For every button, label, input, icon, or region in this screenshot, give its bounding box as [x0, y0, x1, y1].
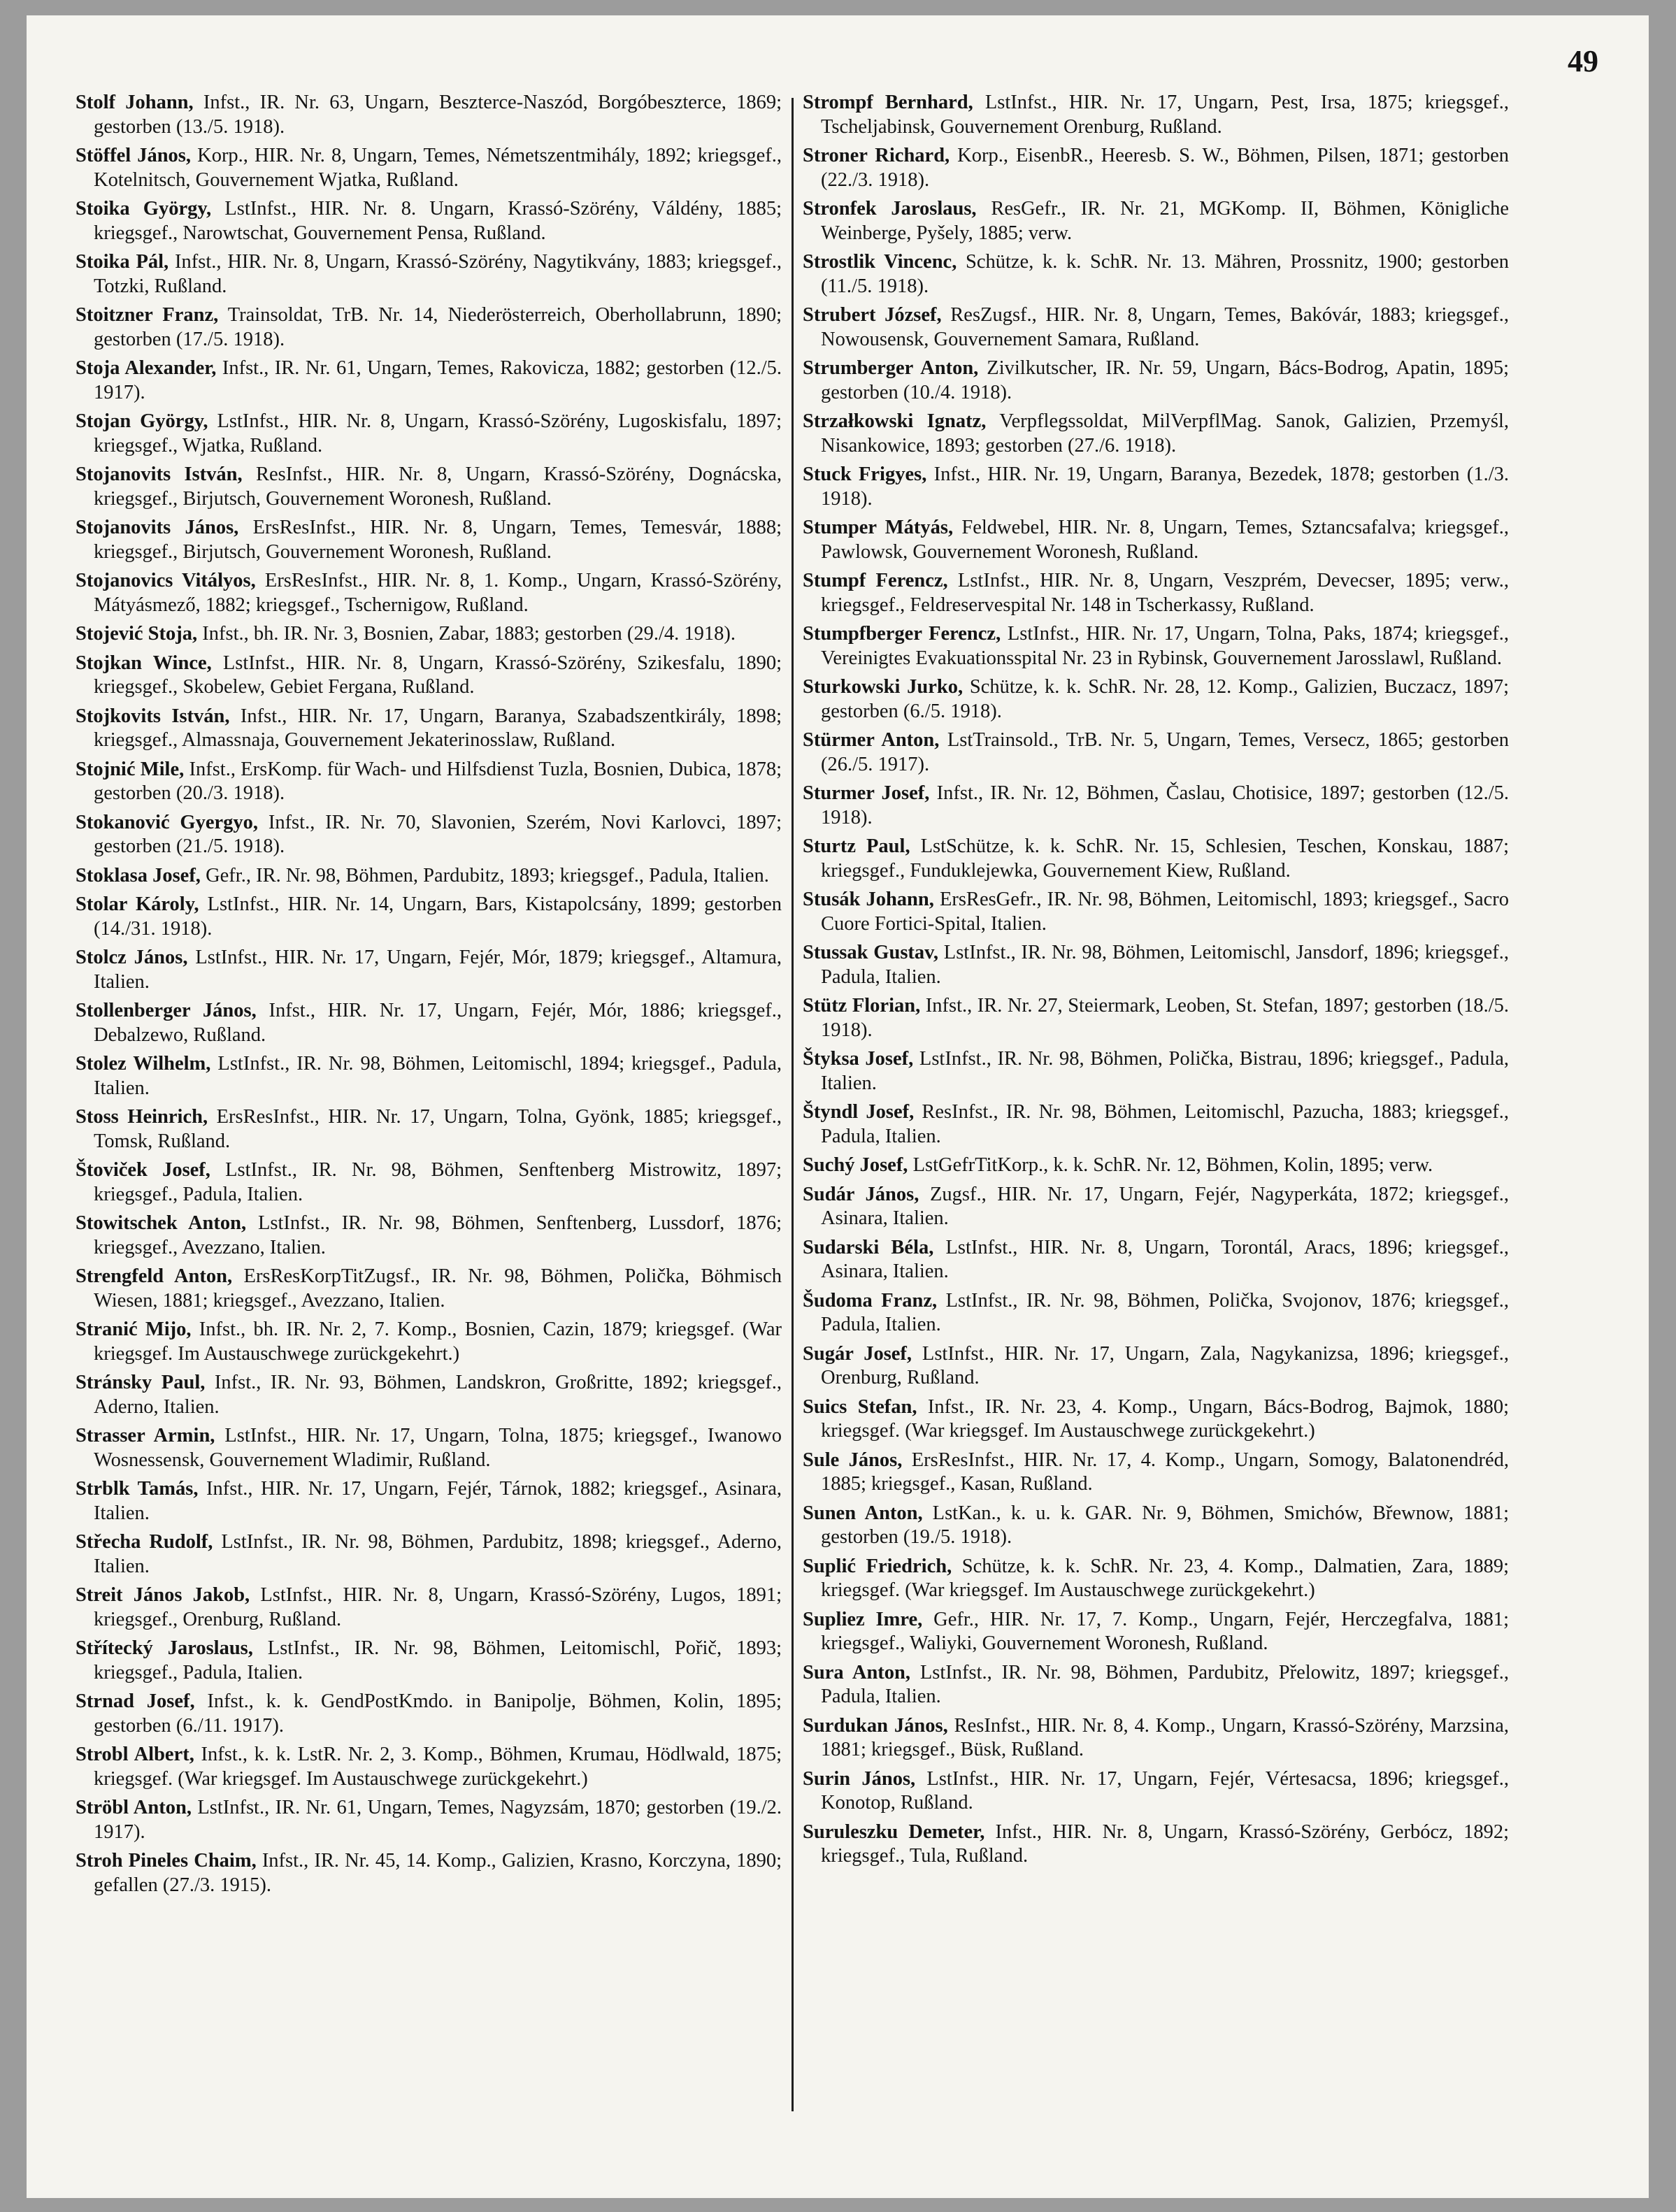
entry-details: LstInfst., HIR. Nr. 8, Ungarn, Veszprém, Devecser, 1895; verw., kriegsgef., Feldreservespital Nr. 148 in Tscherkassy, Rußland. [821, 570, 1509, 616]
left-column [76, 91, 782, 2118]
register-entry [803, 1449, 1509, 1497]
entry-details: Infst., HIR. Nr. 19, Ungarn, Baranya, Bezedek, 1878; gestorben (1./3. 1918). [821, 464, 1509, 510]
entry-details: ErsResInfst., HIR. Nr. 8, 1. Komp., Ungarn, Krassó-Szörény, Mátyásmező, 1882; kriegsgef., Tschernigow, Rußland. [94, 570, 782, 616]
register-entry [803, 1661, 1509, 1709]
register-entry [803, 728, 1509, 777]
entry-details: Gefr., HIR. Nr. 17, 7. Komp., Ungarn, Fejér, Herczegfalva, 1881; kriegsgef., Waliyki, Gouvernement Woronesh, Rußland. [821, 1608, 1509, 1654]
column-divider [792, 98, 794, 2111]
entry-name: Strnad Josef, [76, 1690, 195, 1712]
register-entry [76, 197, 782, 245]
register-entry [803, 622, 1509, 670]
entry-details: Infst., IR. Nr. 61, Ungarn, Temes, Rakovicza, 1882; gestorben (12./5. 1917). [94, 357, 782, 403]
entry-name: Stürmer Anton, [803, 729, 940, 751]
entry-details: ResInfst., HIR. Nr. 8, Ungarn, Krassó-Szörény, Dognácska, kriegsgef., Birjutsch, Gouvernement Woronesh, Rußland. [94, 464, 782, 510]
entry-details: Infst., IR. Nr. 45, 14. Komp., Galizien, Krasno, Korczyna, 1890; gefallen (27./3. 1915). [94, 1850, 782, 1896]
entry-details: ResInfst., IR. Nr. 98, Böhmen, Leitomischl, Pazucha, 1883; kriegsgef., Padula, Italien. [821, 1101, 1509, 1147]
entry-name: Stöffel János, [76, 145, 192, 166]
entry-name: Stolez Wilhelm, [76, 1053, 211, 1075]
entry-details: Infst., HIR. Nr. 8, Ungarn, Krassó-Szörény, Gerbócz, 1892; kriegsgef., Tula, Rußland. [821, 1820, 1509, 1867]
entry-name: Stoss Heinrich, [76, 1106, 208, 1128]
register-entry [76, 1796, 782, 1844]
entry-name: Sudár János, [803, 1183, 919, 1205]
register-entry [803, 835, 1509, 883]
entry-name: Stolf Johann, [76, 92, 194, 113]
register-entry [76, 1371, 782, 1419]
entry-details: Infst., IR. Nr. 70, Slavonien, Szerém, Novi Karlovci, 1897; gestorben (21./5. 1918). [94, 811, 782, 857]
register-entry [76, 250, 782, 299]
right-column [803, 91, 1509, 2118]
entry-name: Stoika Pál, [76, 251, 169, 273]
entry-name: Stoika György, [76, 198, 212, 220]
entry-details: ErsResInfst., HIR. Nr. 17, 4. Komp., Ungarn, Somogy, Balatonendréd, 1885; kriegsgef., Kasan, Rußland. [821, 1449, 1509, 1495]
entry-name: Stolcz János, [76, 947, 188, 968]
entry-details: LstInfst., HIR. Nr. 8. Ungarn, Krassó-Szörény, Váldény, 1885; kriegsgef., Narowtschat, Gouvernement Pensa, Rußland. [94, 198, 782, 244]
entry-name: Stojević Stoja, [76, 623, 198, 645]
entry-name: Strostlik Vincenc, [803, 251, 957, 273]
register-entry [76, 1637, 782, 1685]
entry-details: Infst., k. k. LstR. Nr. 2, 3. Komp., Böhmen, Krumau, Hödlwald, 1875; kriegsgef. (War kriegsgef. Im Austauschwege zurückgekehrt.) [94, 1744, 782, 1790]
entry-name: Surin János, [803, 1767, 916, 1790]
entry-details: ErsResGefr., IR. Nr. 98, Böhmen, Leitomischl, 1893; kriegsgef., Sacro Cuore Fortici-Spital, Italien. [821, 889, 1509, 935]
entry-details: ErsResKorpTitZugsf., IR. Nr. 98, Böhmen, Polička, Böhmisch Wiesen, 1881; kriegsgef., Avezzano, Italien. [94, 1265, 782, 1312]
entry-details: LstInfst., HIR. Nr. 17, Ungarn, Fejér, Mór, 1879; kriegsgef., Altamura, Italien. [94, 947, 782, 993]
entry-details: ResInfst., HIR. Nr. 8, 4. Komp., Ungarn, Krassó-Szörény, Marzsina, 1881; kriegsgef., Büsk, Rußland. [821, 1714, 1509, 1760]
register-entry [803, 303, 1509, 352]
entry-name: Strubert József, [803, 304, 942, 326]
entry-details: Infst., IR. Nr. 12, Böhmen, Časlau, Chotisice, 1897; gestorben (12./5. 1918). [821, 782, 1509, 828]
entry-details: LstInfst., IR. Nr. 98, Böhmen, Pardubitz, Přelowitz, 1897; kriegsgef., Padula, Italien. [821, 1661, 1509, 1707]
entry-name: Střítecký Jaroslaus, [76, 1637, 253, 1659]
entry-name: Šudoma Franz, [803, 1289, 938, 1312]
entry-name: Stojkovits István, [76, 705, 230, 727]
register-entry [76, 1265, 782, 1313]
entry-name: Stumper Mátyás, [803, 517, 954, 538]
register-entry [76, 1743, 782, 1791]
entry-name: Stollenberger János, [76, 1000, 257, 1021]
entry-details: LstInfst., IR. Nr. 98, Böhmen, Leitomischl, 1894; kriegsgef., Padula, Italien. [94, 1053, 782, 1099]
entry-details: LstInfst., IR. Nr. 98, Böhmen, Leitomischl, Jansdorf, 1896; kriegsgef., Padula, Italien. [821, 942, 1509, 988]
register-entry [76, 946, 782, 994]
register-entry [803, 1342, 1509, 1391]
entry-name: Sturtz Paul, [803, 835, 910, 857]
entry-details: LstInfst., HIR. Nr. 14, Ungarn, Bars, Kistapolcsány, 1899; gestorben (14./31. 1918). [94, 893, 782, 940]
entry-details: LstInfst., HIR. Nr. 17, Ungarn, Tolna, Paks, 1874; kriegsgef., Vereinigtes Evakuationsspital Nr. 23 in Rybinsk, Gouvernement Jarosslawl, Rußland. [821, 623, 1509, 669]
entry-name: Strompf Bernhard, [803, 92, 973, 113]
entry-name: Stránsky Paul, [76, 1372, 206, 1393]
register-entry [803, 410, 1509, 458]
register-entry [76, 357, 782, 405]
entry-name: Stumpfberger Ferencz, [803, 623, 1001, 645]
register-entry [803, 888, 1509, 936]
entry-details: LstInfst., IR. Nr. 98, Böhmen, Senftenberg Mistrowitz, 1897; kriegsgef., Padula, Italien. [94, 1159, 782, 1205]
register-entry [803, 516, 1509, 564]
entry-name: Stronfek Jaroslaus, [803, 198, 977, 220]
register-entry [76, 622, 782, 647]
register-entry [76, 1318, 782, 1366]
register-entry [76, 516, 782, 564]
entry-details: Infst., bh. IR. Nr. 2, 7. Komp., Bosnien, Cazin, 1879; kriegsgef. (War kriegsgef. Im Austauschwege zurückgekehrt.) [94, 1319, 782, 1365]
register-entry [76, 303, 782, 352]
register-entry [803, 569, 1509, 617]
entry-name: Stusák Johann, [803, 889, 934, 910]
register-entry [803, 1555, 1509, 1603]
register-entry [76, 1530, 782, 1579]
register-entry [803, 1100, 1509, 1149]
entry-name: Stojanovits István, [76, 464, 243, 485]
register-entry [803, 1236, 1509, 1284]
entry-name: Strengfeld Anton, [76, 1265, 233, 1287]
entry-details: Trainsoldat, TrB. Nr. 14, Niederösterreich, Oberhollabrunn, 1890; gestorben (17./5. 1918). [94, 304, 782, 350]
entry-name: Strumberger Anton, [803, 357, 979, 379]
entry-details: LstInfst., IR. Nr. 98, Böhmen, Senftenberg, Lussdorf, 1876; kriegsgef., Avezzano, Italien. [94, 1212, 782, 1258]
register-entry [76, 893, 782, 941]
register-entry [76, 1477, 782, 1525]
register-entry [803, 463, 1509, 511]
entry-details: Schütze, k. k. SchR. Nr. 28, 12. Komp., Galizien, Buczacz, 1897; gestorben (6./5. 1918). [821, 676, 1509, 722]
entry-details: LstGefrTitKorp., k. k. SchR. Nr. 12, Böhmen, Kolin, 1895; verw. [912, 1154, 1433, 1176]
entry-name: Strobl Albert, [76, 1744, 194, 1765]
entry-details: LstInfst., IR. Nr. 61, Ungarn, Temes, Nagyzsám, 1870; gestorben (19./2. 1917). [94, 1797, 782, 1843]
register-entry [803, 1154, 1509, 1178]
entry-name: Stütz Florian, [803, 995, 921, 1017]
entry-details: LstInfst., HIR. Nr. 17, Ungarn, Tolna, 1875; kriegsgef., Iwanowo Wosnessensk, Gouvernement Wladimir, Rußland. [94, 1425, 782, 1471]
entry-details: LstKan., k. u. k. GAR. Nr. 9, Böhmen, Smichów, Břewnow, 1881; gestorben (19./5. 1918). [821, 1502, 1509, 1548]
register-entry [803, 1289, 1509, 1337]
entry-details: Infst., HIR. Nr. 17, Ungarn, Fejér, Mór, 1886; kriegsgef., Debalzewo, Rußland. [94, 1000, 782, 1046]
scanned-page [27, 15, 1649, 2198]
entry-details: Verpflegssoldat, MilVerpflMag. Sanok, Galizien, Przemyśl, Nisankowice, 1893; gestorben (27./6. 1918). [821, 410, 1509, 457]
register-entry [76, 463, 782, 511]
register-entry [76, 864, 782, 889]
register-entry [76, 999, 782, 1047]
entry-details: Zugsf., HIR. Nr. 17, Ungarn, Fejér, Nagyperkáta, 1872; kriegsgef., Asinara, Italien. [821, 1183, 1509, 1229]
entry-name: Střecha Rudolf, [76, 1531, 213, 1553]
register-entry [803, 1820, 1509, 1869]
entry-name: Stojan György, [76, 410, 208, 432]
entry-name: Štoviček Josef, [76, 1159, 210, 1181]
entry-name: Štyksa Josef, [803, 1048, 914, 1070]
entry-name: Surdukan János, [803, 1714, 948, 1737]
entry-name: Strasser Armin, [76, 1425, 215, 1446]
entry-name: Sturkowski Jurko, [803, 676, 964, 698]
register-entry [803, 1183, 1509, 1231]
register-entry [803, 1395, 1509, 1444]
entry-details: LstInfst., HIR. Nr. 17, Ungarn, Pest, Irsa, 1875; kriegsgef., Tscheljabinsk, Gouvernement Orenburg, Rußland. [821, 92, 1509, 138]
entry-name: Streit János Jakob, [76, 1584, 250, 1606]
entry-name: Sturmer Josef, [803, 782, 930, 804]
entry-name: Stoja Alexander, [76, 357, 217, 379]
entry-details: Schütze, k. k. SchR. Nr. 23, 4. Komp., Dalmatien, Zara, 1889; kriegsgef. (War kriegsgef. Im Austauschwege zurückgekehrt.) [821, 1555, 1509, 1601]
entry-name: Štyndl Josef, [803, 1101, 915, 1123]
entry-details: Gefr., IR. Nr. 98, Böhmen, Pardubitz, 1893; kriegsgef., Padula, Italien. [206, 864, 769, 886]
entry-details: Infst., IR. Nr. 63, Ungarn, Beszterce-Naszód, Borgóbeszterce, 1869; gestorben (13./5. 1918). [94, 92, 782, 138]
entry-name: Stojanovics Vitályos, [76, 570, 256, 591]
entry-name: Sunen Anton, [803, 1502, 923, 1524]
register-entry [76, 410, 782, 458]
register-entry [76, 1052, 782, 1100]
entry-details: ErsResInfst., HIR. Nr. 8, Ungarn, Temes, Temesvár, 1888; kriegsgef., Birjutsch, Gouvernement Woronesh, Rußland. [94, 517, 782, 563]
entry-details: LstSchütze, k. k. SchR. Nr. 15, Schlesien, Teschen, Konskau, 1887; kriegsgef., Funduklejewka, Gouvernement Kiew, Rußland. [821, 835, 1509, 882]
register-entry [76, 811, 782, 859]
entry-details: Schütze, k. k. SchR. Nr. 13. Mähren, Prossnitz, 1900; gestorben (11./5. 1918). [821, 251, 1509, 297]
entry-details: LstInfst., HIR. Nr. 17, Ungarn, Zala, Nagykanizsa, 1896; kriegsgef., Orenburg, Rußland. [821, 1342, 1509, 1388]
entry-name: Suplić Friedrich, [803, 1555, 952, 1577]
register-entry [803, 994, 1509, 1042]
entry-details: LstInfst., IR. Nr. 98, Böhmen, Polička, Bistrau, 1896; kriegsgef., Padula, Italien. [821, 1048, 1509, 1094]
entry-details: Korp., EisenbR., Heeresb. S. W., Böhmen, Pilsen, 1871; gestorben (22./3. 1918). [821, 145, 1509, 191]
register-entry [76, 1105, 782, 1154]
register-entry [803, 782, 1509, 830]
entry-details: LstInfst., HIR. Nr. 8, Ungarn, Krassó-Szörény, Lugos, 1891; kriegsgef., Orenburg, Rußland. [94, 1584, 782, 1630]
entry-details: Infst., bh. IR. Nr. 3, Bosnien, Zabar, 1883; gestorben (29./4. 1918). [202, 623, 736, 645]
entry-details: LstInfst., IR. Nr. 98, Böhmen, Leitomischl, Pořič, 1893; kriegsgef., Padula, Italien. [94, 1637, 782, 1683]
register-entry [76, 569, 782, 617]
entry-details: Infst., HIR. Nr. 17, Ungarn, Fejér, Tárnok, 1882; kriegsgef., Asinara, Italien. [94, 1478, 782, 1524]
entry-details: ResZugsf., HIR. Nr. 8, Ungarn, Temes, Bakóvár, 1883; kriegsgef., Nowousensk, Gouvernement Samara, Rußland. [821, 304, 1509, 350]
entry-details: LstTrainsold., TrB. Nr. 5, Ungarn, Temes, Versecz, 1865; gestorben (26./5. 1917). [821, 729, 1509, 775]
register-entry [803, 250, 1509, 299]
entry-name: Stojnić Mile, [76, 758, 185, 780]
register-entry [803, 1608, 1509, 1656]
register-entry [803, 197, 1509, 245]
page-number: 49 [1568, 44, 1598, 78]
register-entry [76, 1849, 782, 1897]
register-entry [76, 1158, 782, 1207]
entry-name: Sura Anton, [803, 1661, 911, 1683]
entry-details: ResGefr., IR. Nr. 21, MGKomp. II, Böhmen, Königliche Weinberge, Pyšely, 1885; verw. [821, 198, 1509, 244]
register-entry [76, 1583, 782, 1632]
register-entry [803, 357, 1509, 405]
entry-name: Strblk Tamás, [76, 1478, 199, 1500]
entry-name: Stussak Gustav, [803, 942, 938, 963]
entry-name: Stroh Pineles Chaim, [76, 1850, 257, 1872]
entry-name: Stojkan Wince, [76, 652, 212, 674]
entry-details: LstInfst., HIR. Nr. 8, Ungarn, Krassó-Szörény, Szikesfalu, 1890; kriegsgef., Skobelew, Gebiet Fergana, Rußland. [94, 652, 782, 698]
entry-name: Stuck Frigyes, [803, 464, 927, 485]
entry-details: Infst., IR. Nr. 93, Böhmen, Landskron, Großritte, 1892; kriegsgef., Aderno, Italien. [94, 1372, 782, 1418]
register-entry [803, 1767, 1509, 1816]
entry-name: Stolar Károly, [76, 893, 199, 915]
entry-name: Sugár Josef, [803, 1342, 912, 1365]
entry-name: Suchý Josef, [803, 1154, 908, 1176]
entry-name: Strzałkowski Ignatz, [803, 410, 987, 432]
entry-details: Infst., k. k. GendPostKmdo. in Banipolje, Böhmen, Kolin, 1895; gestorben (6./11. 1917). [94, 1690, 782, 1737]
register-entry [76, 144, 782, 192]
entry-name: Ströbl Anton, [76, 1797, 192, 1818]
register-entry [76, 91, 782, 139]
entry-name: Stranić Mijo, [76, 1319, 192, 1340]
register-entry [76, 1424, 782, 1472]
entry-name: Suruleszku Demeter, [803, 1820, 985, 1843]
register-entry [76, 705, 782, 753]
register-entry [803, 675, 1509, 724]
entry-details: Infst., IR. Nr. 23, 4. Komp., Ungarn, Bács-Bodrog, Bajmok, 1880; kriegsgef. (War kriegsgef. Im Austauschwege zurückgekehrt.) [821, 1395, 1509, 1442]
register-entry [76, 758, 782, 806]
register-entry [803, 1714, 1509, 1762]
entry-details: ErsResInfst., HIR. Nr. 17, Ungarn, Tolna, Gyönk, 1885; kriegsgef., Tomsk, Rußland. [94, 1106, 782, 1152]
entry-name: Stroner Richard, [803, 145, 950, 166]
entry-name: Stoitzner Franz, [76, 304, 219, 326]
entry-details: Korp., HIR. Nr. 8, Ungarn, Temes, Németszentmihály, 1892; kriegsgef., Kotelnitsch, Gouvernement Wjatka, Rußland. [94, 145, 782, 191]
entry-name: Sule János, [803, 1449, 903, 1471]
entry-name: Stojanovits János, [76, 517, 239, 538]
entry-details: Infst., IR. Nr. 27, Steiermark, Leoben, St. Stefan, 1897; gestorben (18./5. 1918). [821, 995, 1509, 1041]
entry-name: Supliez Imre, [803, 1608, 923, 1630]
entry-details: Infst., HIR. Nr. 8, Ungarn, Krassó-Szörény, Nagytikvány, 1883; kriegsgef., Totzki, Rußland. [94, 251, 782, 297]
register-entry [803, 1502, 1509, 1550]
entry-details: LstInfst., HIR. Nr. 17, Ungarn, Fejér, Vértesacsa, 1896; kriegsgef., Konotop, Rußland. [821, 1767, 1509, 1814]
register-entry [803, 1047, 1509, 1096]
register-entry [76, 1212, 782, 1260]
entry-details: LstInfst., IR. Nr. 98, Böhmen, Polička, Svojonov, 1876; kriegsgef., Padula, Italien. [821, 1289, 1509, 1335]
entry-name: Stowitschek Anton, [76, 1212, 247, 1234]
entry-name: Sudarski Béla, [803, 1236, 934, 1258]
register-entry [803, 941, 1509, 989]
entry-details: LstInfst., HIR. Nr. 8, Ungarn, Krassó-Szörény, Lugoskisfalu, 1897; kriegsgef., Wjatka, Rußland. [94, 410, 782, 457]
entry-details: Infst., HIR. Nr. 17, Ungarn, Baranya, Szabadszentkirály, 1898; kriegsgef., Almassnaja, Gouvernement Jekaterinosslaw, Rußland. [94, 705, 782, 751]
register-entry [76, 652, 782, 700]
entry-details: LstInfst., IR. Nr. 98, Böhmen, Pardubitz, 1898; kriegsgef., Aderno, Italien. [94, 1531, 782, 1577]
entry-name: Suics Stefan, [803, 1395, 917, 1418]
entry-details: Zivilkutscher, IR. Nr. 59, Ungarn, Bács-Bodrog, Apatin, 1895; gestorben (10./4. 1918). [821, 357, 1509, 403]
entry-name: Stoklasa Josef, [76, 864, 201, 886]
entry-details: Feldwebel, HIR. Nr. 8, Ungarn, Temes, Sztancsafalva; kriegsgef., Pawlowsk, Gouvernement Woronesh, Rußland. [821, 517, 1509, 563]
entry-name: Stumpf Ferencz, [803, 570, 948, 591]
entry-name: Stokanović Gyergyo, [76, 811, 259, 833]
register-entry [76, 1690, 782, 1738]
register-entry [803, 91, 1509, 139]
register-entry [803, 144, 1509, 192]
entry-details: LstInfst., HIR. Nr. 8, Ungarn, Torontál, Aracs, 1896; kriegsgef., Asinara, Italien. [821, 1236, 1509, 1282]
entry-details: Infst., ErsKomp. für Wach- und Hilfsdienst Tuzla, Bosnien, Dubica, 1878; gestorben (20./3. 1918). [94, 758, 782, 804]
